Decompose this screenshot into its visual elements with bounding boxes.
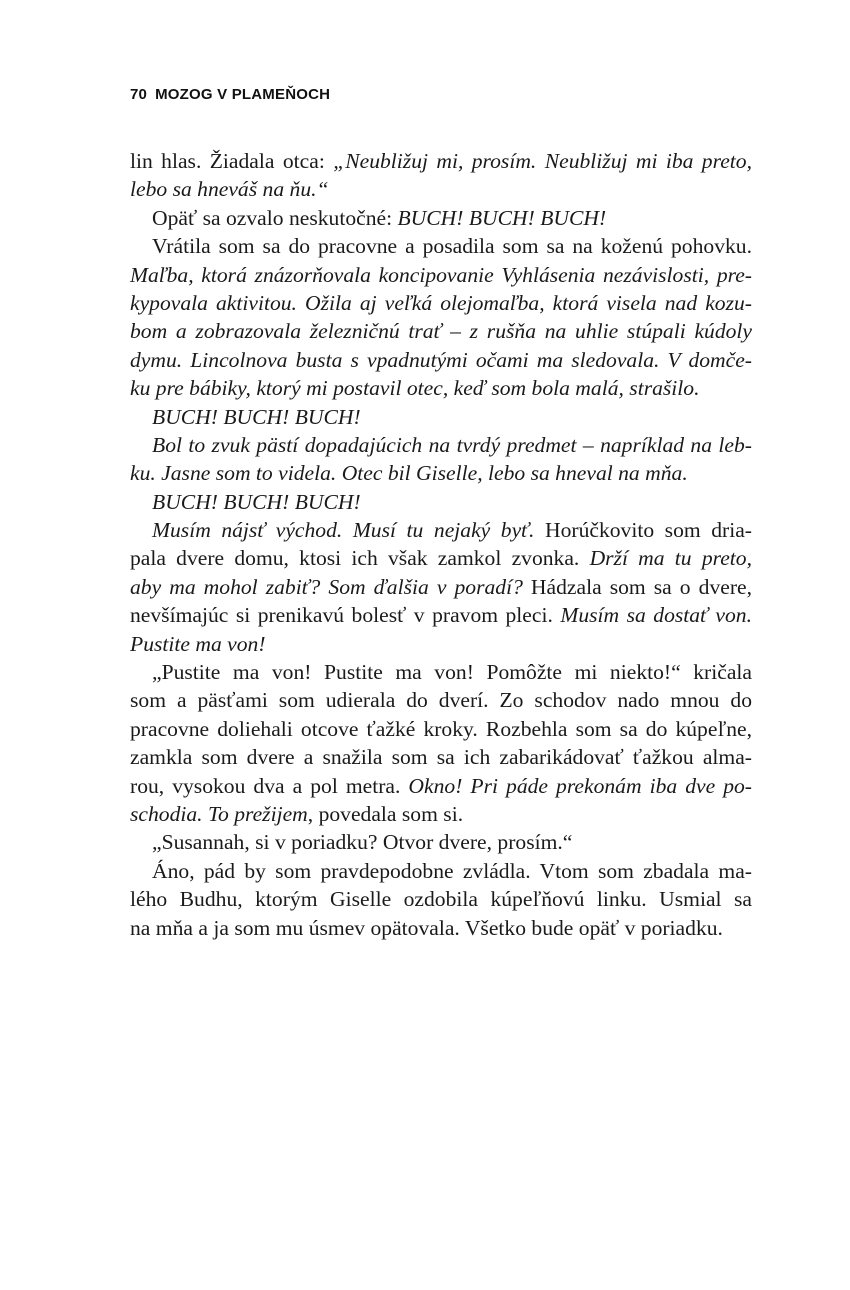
- text-line: [130, 403, 752, 431]
- text-line: [130, 772, 752, 800]
- text-segment: , povedala som si.: [307, 801, 464, 826]
- italic-text-segment: BUCH! BUCH! BUCH!: [152, 489, 361, 514]
- text-line: [130, 431, 752, 459]
- text-segment: „Susannah, si v poriadku? Otvor dvere, prosím.“: [152, 830, 573, 855]
- page-number: 70: [130, 86, 148, 103]
- italic-text-segment: BUCH! BUCH! BUCH!: [397, 205, 607, 230]
- text-segment: pala dvere domu, ktosi ich však zamkol zvonka.: [130, 546, 590, 571]
- text-segment: lého Budhu, ktorým Giselle ozdobila kúpeľňovú linku. Usmial sa: [130, 887, 752, 912]
- text-line: [130, 658, 752, 686]
- italic-text-segment: lebo sa hneváš na ňu.“: [130, 177, 329, 202]
- text-segment: Opäť sa ozvalo neskutočné:: [152, 205, 398, 230]
- text-line: [130, 914, 752, 942]
- text-line: [130, 885, 752, 913]
- text-segment: lin hlas. Žiadala otca:: [130, 149, 334, 173]
- text-line: [130, 232, 752, 260]
- text-line: [130, 374, 752, 402]
- text-line: [130, 147, 752, 175]
- text-line: [130, 317, 752, 345]
- italic-text-segment: Pustite ma von!: [130, 631, 266, 656]
- text-line: [130, 289, 752, 317]
- text-line: [130, 715, 752, 743]
- italic-text-segment: Okno! Pri páde prekonám iba dve po-: [408, 773, 752, 798]
- italic-text-segment: ku pre bábiky, ktorý mi postavil otec, keď som bola malá, strašilo.: [130, 376, 700, 401]
- text-line: [130, 686, 752, 714]
- italic-text-segment: kypovala aktivitou. Ožila aj veľká olejomaľba, ktorá visela nad kozu-: [130, 290, 752, 315]
- text-line: [130, 261, 752, 289]
- text-line: [130, 630, 752, 658]
- italic-text-segment: BUCH! BUCH! BUCH!: [152, 404, 361, 429]
- italic-text-segment: schodia. To prežijem: [130, 801, 308, 826]
- italic-text-segment: bom a zobrazovala železničnú trať – z rušňa na uhlie stúpali kúdoly: [130, 319, 752, 344]
- italic-text-segment: ku. Jasne som to videla. Otec bil Giselle, lebo sa hneval na mňa.: [130, 461, 688, 486]
- text-line: [130, 204, 752, 232]
- italic-text-segment: aby ma mohol zabiť? Som ďalšia v poradí?: [130, 574, 523, 599]
- body-text: [130, 147, 752, 942]
- text-line: [130, 857, 752, 885]
- text-segment: nevšímajúc si prenikavú bolesť v pravom pleci.: [130, 603, 561, 628]
- text-segment: „Pustite ma von! Pustite ma von! Pomôžte mi niekto!“ kričala: [152, 660, 752, 685]
- text-segment: Áno, pád by som pravdepodobne zvládla. Vtom som zbadala ma-: [152, 858, 752, 883]
- text-line: [130, 516, 752, 544]
- text-line: [130, 459, 752, 487]
- text-segment: Horúčkovito som dria-: [534, 518, 752, 543]
- text-line: [130, 175, 752, 203]
- text-segment: pracovne doliehali otcove ťažké kroky. Rozbehla som sa do kúpeľne,: [130, 716, 752, 741]
- text-line: [130, 828, 752, 856]
- text-segment: som a päsťami som udierala do dverí. Zo schodov nado mnou do: [130, 688, 752, 713]
- text-segment: Vrátila som sa do pracovne a posadila som sa na koženú pohovku.: [152, 234, 752, 259]
- text-line: [130, 346, 752, 374]
- text-line: [130, 800, 752, 828]
- text-segment: zamkla som dvere a snažila som sa ich zabarikádovať ťažkou alma-: [130, 745, 752, 770]
- italic-text-segment: Musím nájsť východ. Musí tu nejaký byť.: [152, 518, 535, 543]
- running-header: [130, 86, 338, 103]
- text-segment: rou, vysokou dva a pol metra.: [130, 773, 409, 798]
- italic-text-segment: Maľba, ktorá znázorňovala koncipovanie Vyhlásenia nezávislosti, pre-: [130, 262, 752, 287]
- text-segment: Hádzala som sa o dvere,: [522, 574, 752, 599]
- italic-text-segment: Bol to zvuk pästí dopadajúcich na tvrdý predmet – napríklad na leb-: [152, 432, 752, 457]
- text-line: [130, 544, 752, 572]
- italic-text-segment: dymu. Lincolnova busta s vpadnutými očami ma sledovala. V domče-: [130, 347, 752, 372]
- text-line: [130, 743, 752, 771]
- italic-text-segment: Musím sa dostať von.: [560, 603, 752, 628]
- italic-text-segment: „Neubližuj mi, prosím. Neubližuj mi iba preto,: [333, 149, 752, 173]
- running-title: MOZOG V PLAMEŇOCH: [155, 86, 331, 103]
- italic-text-segment: Drží ma tu preto,: [589, 546, 752, 571]
- text-line: [130, 573, 752, 601]
- text-line: [130, 601, 752, 629]
- text-line: [130, 488, 752, 516]
- text-segment: na mňa a ja som mu úsmev opätovala. Všetko bude opäť v poriadku.: [130, 915, 723, 940]
